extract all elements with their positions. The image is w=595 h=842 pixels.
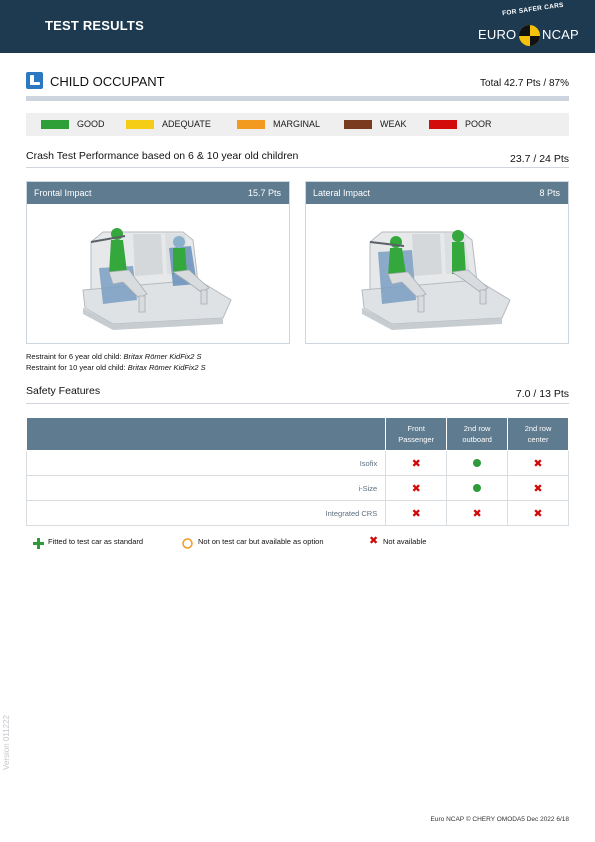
table-header-blank — [27, 418, 386, 451]
legend-label: ADEQUATE — [162, 119, 211, 129]
divider — [26, 403, 569, 404]
legend-label: WEAK — [380, 119, 407, 129]
column-header: 2nd row center — [508, 418, 569, 451]
section-total: Total 42.7 Pts / 87% — [480, 78, 569, 89]
rating-legend — [26, 113, 569, 136]
legend-label: MARGINAL — [273, 119, 321, 129]
divider — [26, 167, 569, 168]
impact-header — [306, 182, 568, 204]
feature-cell — [508, 501, 569, 526]
fitted-icon — [473, 459, 481, 467]
logo-emblem-icon — [519, 25, 540, 46]
not-available-icon: ✖ — [533, 508, 543, 520]
impact-points: 8 Pts — [539, 188, 560, 198]
logo-word-euro: EURO — [478, 27, 517, 42]
column-header: Front Passenger — [386, 418, 447, 451]
legend-swatch — [344, 120, 372, 129]
table-row — [27, 451, 569, 476]
section-title: CHILD OCCUPANT — [50, 74, 165, 89]
key-not-available-label: Not available — [383, 537, 427, 546]
legend-swatch — [41, 120, 69, 129]
not-available-icon: ✖ — [411, 508, 421, 520]
key-option-label: Not on test car but available as option — [198, 537, 324, 546]
impact-header — [27, 182, 289, 204]
feature-cell — [447, 501, 508, 526]
legend-swatch — [237, 120, 265, 129]
legend-label: POOR — [465, 119, 492, 129]
feature-cell — [386, 501, 447, 526]
header-bar — [0, 0, 595, 53]
impact-name: Frontal Impact — [34, 188, 92, 198]
page-footer: Euro NCAP © CHERY OMODA5 Dec 2022 6/18 — [430, 816, 569, 823]
not-available-icon: ✖ — [369, 535, 379, 547]
key-fitted-label: Fitted to test car as standard — [48, 537, 144, 546]
not-available-icon: ✖ — [533, 483, 543, 495]
legend-swatch — [429, 120, 457, 129]
feature-label: Isofix — [27, 451, 386, 476]
restraint-prefix: Restraint for 10 year old child: — [26, 363, 128, 372]
dotted-divider — [26, 96, 569, 101]
frontal-impact-card — [26, 181, 290, 344]
crash-heading: Crash Test Performance based on 6 & 10 year old children — [26, 150, 299, 162]
safety-heading: Safety Features — [26, 385, 101, 397]
restraint-6yo — [26, 352, 201, 361]
impact-name: Lateral Impact — [313, 188, 371, 198]
legend-swatch — [126, 120, 154, 129]
lateral-impact-card — [305, 181, 569, 344]
impact-points: 15.7 Pts — [247, 188, 281, 198]
safety-points: 7.0 / 13 Pts — [515, 388, 569, 400]
legend-label: GOOD — [77, 119, 105, 129]
child-seat-icon — [26, 72, 43, 89]
restraint-prefix: Restraint for 6 year old child: — [26, 352, 124, 361]
restraint-seat: Britax Römer KidFix2 S — [123, 352, 202, 361]
table-row — [27, 476, 569, 501]
column-header: 2nd row outboard — [447, 418, 508, 451]
feature-cell — [386, 451, 447, 476]
fitted-icon — [473, 484, 481, 492]
restraint-seat: Britax Römer KidFix2 S — [127, 363, 206, 372]
logo-word-ncap: NCAP — [542, 27, 579, 42]
feature-label: Integrated CRS — [27, 501, 386, 526]
not-available-icon: ✖ — [472, 508, 482, 520]
not-available-icon: ✖ — [411, 458, 421, 470]
header-title: TEST RESULTS — [45, 18, 144, 33]
fitted-standard-icon — [33, 538, 44, 549]
not-available-icon: ✖ — [411, 483, 421, 495]
feature-cell — [508, 451, 569, 476]
crash-points: 23.7 / 24 Pts — [510, 153, 569, 165]
logo-arc-text: FOR SAFER CARS — [501, 1, 565, 18]
feature-cell — [447, 476, 508, 501]
feature-label: i-Size — [27, 476, 386, 501]
feature-cell — [508, 476, 569, 501]
feature-cell — [447, 451, 508, 476]
table-row — [27, 501, 569, 526]
feature-cell — [386, 476, 447, 501]
restraint-10yo — [26, 363, 206, 372]
version-stamp: Version 011222 — [2, 714, 11, 770]
optional-icon — [182, 538, 193, 549]
lateral-dummy-illustration — [352, 212, 522, 332]
safety-features-table — [26, 417, 569, 526]
not-available-icon: ✖ — [533, 458, 543, 470]
euro-ncap-logo — [474, 1, 584, 48]
frontal-dummy-illustration — [73, 212, 243, 332]
